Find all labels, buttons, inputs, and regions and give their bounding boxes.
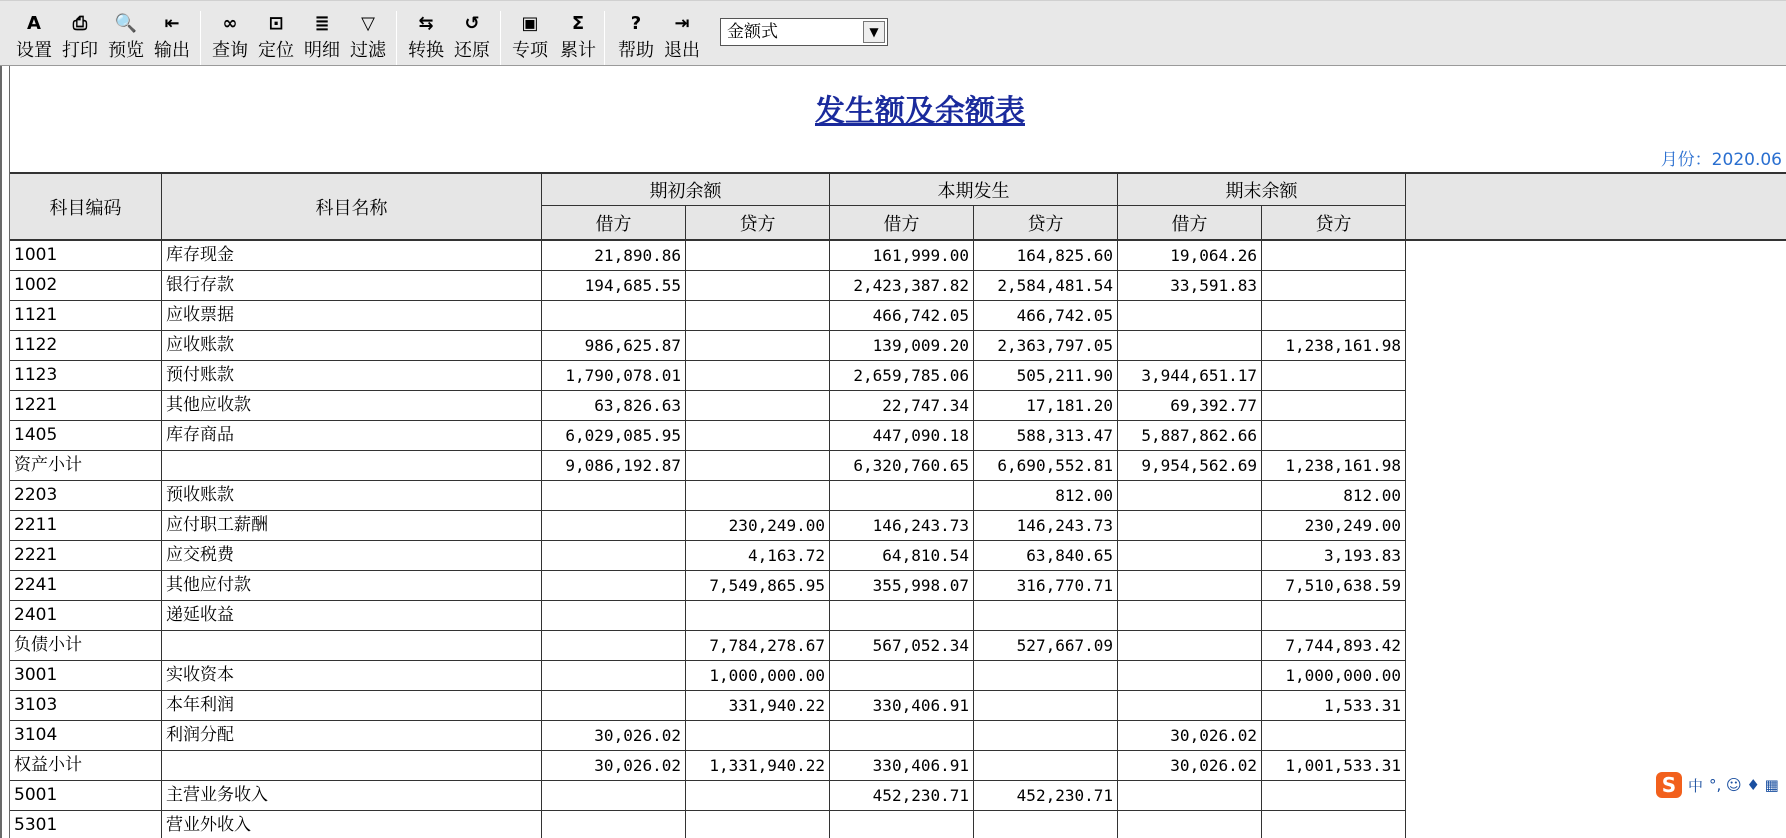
table-row[interactable]: [10, 361, 1406, 391]
toolbar-button-label: 帮助: [618, 40, 654, 61]
cell-current-credit[interactable]: 164,825.60: [974, 241, 1118, 270]
cell-closing-debit[interactable]: [1118, 331, 1262, 360]
cell-code[interactable]: 2211: [10, 511, 162, 540]
header-current: 本期发生: [830, 174, 1118, 205]
toolbar-button[interactable]: [508, 9, 552, 65]
cell-current-credit[interactable]: 466,742.05: [974, 301, 1118, 330]
cell-name[interactable]: 利润分配: [162, 721, 542, 750]
cell-opening-debit[interactable]: 30,026.02: [542, 751, 686, 780]
cell-opening-debit[interactable]: 30,026.02: [542, 721, 686, 750]
cell-opening-debit[interactable]: [542, 781, 686, 810]
cell-current-debit[interactable]: 466,742.05: [830, 301, 974, 330]
toolbar-button-label: 转换: [408, 40, 444, 61]
cell-name[interactable]: 库存现金: [162, 241, 542, 270]
cell-closing-debit[interactable]: [1118, 571, 1262, 600]
cell-closing-credit[interactable]: [1262, 271, 1406, 300]
toolbar-button[interactable]: [404, 9, 448, 65]
toolbar-button-label: 还原: [454, 40, 490, 61]
cell-name[interactable]: [162, 631, 542, 660]
cell-opening-credit[interactable]: [686, 451, 830, 480]
cell-name[interactable]: [162, 451, 542, 480]
table-row[interactable]: [10, 541, 1406, 571]
cell-closing-credit[interactable]: 1,238,161.98: [1262, 331, 1406, 360]
cell-closing-debit[interactable]: [1118, 631, 1262, 660]
cell-closing-debit[interactable]: 3,944,651.17: [1118, 361, 1262, 390]
cell-opening-credit[interactable]: [686, 721, 830, 750]
cell-closing-credit[interactable]: 7,510,638.59: [1262, 571, 1406, 600]
table-row[interactable]: [10, 601, 1406, 631]
cell-current-debit[interactable]: 161,999.00: [830, 241, 974, 270]
filter-icon: ▽: [361, 13, 375, 34]
cell-closing-debit[interactable]: 30,026.02: [1118, 751, 1262, 780]
header-closing-credit: 贷方: [1262, 206, 1406, 239]
toolbar-button[interactable]: [150, 9, 194, 65]
cell-name[interactable]: 递延收益: [162, 601, 542, 630]
toolbar-button-label: 定位: [258, 40, 294, 61]
cell-current-credit[interactable]: [974, 661, 1118, 690]
table-row[interactable]: [10, 721, 1406, 751]
cell-closing-debit[interactable]: [1118, 811, 1262, 838]
toolbar-button[interactable]: [300, 9, 344, 65]
cell-code[interactable]: 2241: [10, 571, 162, 600]
toolbar-button[interactable]: [450, 9, 494, 65]
cell-name[interactable]: 应收票据: [162, 301, 542, 330]
cell-opening-debit[interactable]: [542, 661, 686, 690]
cell-current-debit[interactable]: 2,659,785.06: [830, 361, 974, 390]
report-period: 月份：2020.06: [1660, 150, 1782, 170]
toolbar-button-label: 查询: [212, 40, 248, 61]
header-opening-debit: 借方: [542, 206, 686, 239]
cell-opening-debit[interactable]: [542, 541, 686, 570]
cell-current-credit[interactable]: 452,230.71: [974, 781, 1118, 810]
cell-opening-credit[interactable]: 1,000,000.00: [686, 661, 830, 690]
table-row[interactable]: [10, 571, 1406, 601]
cell-closing-credit[interactable]: 7,744,893.42: [1262, 631, 1406, 660]
cell-current-credit[interactable]: 812.00: [974, 481, 1118, 510]
display-mode-value: 金额式: [727, 22, 778, 42]
toolbar-separator: [604, 11, 605, 65]
table-row[interactable]: [10, 331, 1406, 361]
settings-icon: A: [27, 13, 41, 34]
cell-code[interactable]: 2401: [10, 601, 162, 630]
cell-current-credit[interactable]: 588,313.47: [974, 421, 1118, 450]
cell-current-debit[interactable]: 146,243.73: [830, 511, 974, 540]
cell-name[interactable]: 营业外收入: [162, 811, 542, 838]
cell-opening-credit[interactable]: [686, 361, 830, 390]
cell-code[interactable]: 3001: [10, 661, 162, 690]
cell-current-credit[interactable]: [974, 691, 1118, 720]
cell-opening-debit[interactable]: 63,826.63: [542, 391, 686, 420]
toolbar-button-label: 退出: [664, 40, 700, 61]
printer-icon: ⎙: [72, 13, 88, 34]
cell-opening-credit[interactable]: 4,163.72: [686, 541, 830, 570]
cell-code[interactable]: 资产小计: [10, 451, 162, 480]
cell-opening-credit[interactable]: [686, 781, 830, 810]
table-row[interactable]: [10, 751, 1406, 781]
cell-closing-credit[interactable]: 1,238,161.98: [1262, 451, 1406, 480]
cell-code[interactable]: 5301: [10, 811, 162, 838]
cell-opening-debit[interactable]: [542, 511, 686, 540]
cell-closing-debit[interactable]: 19,064.26: [1118, 241, 1262, 270]
cell-closing-credit[interactable]: 3,193.83: [1262, 541, 1406, 570]
cell-closing-debit[interactable]: 5,887,862.66: [1118, 421, 1262, 450]
table-row[interactable]: [10, 391, 1406, 421]
cell-closing-debit[interactable]: [1118, 541, 1262, 570]
header-opening: 期初余额: [542, 174, 830, 205]
cell-current-credit[interactable]: [974, 811, 1118, 838]
ime-logo-icon[interactable]: S: [1656, 772, 1682, 798]
export-icon: ⇤: [164, 13, 180, 34]
cell-current-debit[interactable]: 452,230.71: [830, 781, 974, 810]
header-current-credit: 贷方: [974, 206, 1118, 239]
cell-opening-debit[interactable]: 6,029,085.95: [542, 421, 686, 450]
toolbar-button-label: 专项: [512, 40, 548, 61]
table-header: [10, 172, 1786, 241]
cell-opening-debit[interactable]: [542, 481, 686, 510]
cell-opening-debit[interactable]: [542, 631, 686, 660]
cell-opening-debit[interactable]: [542, 571, 686, 600]
table-row[interactable]: [10, 661, 1406, 691]
cell-opening-credit[interactable]: 7,549,865.95: [686, 571, 830, 600]
cell-opening-debit[interactable]: 21,890.86: [542, 241, 686, 270]
toolbar-button[interactable]: [614, 9, 658, 65]
toolbar-separator: [500, 11, 501, 65]
cell-opening-credit[interactable]: [686, 331, 830, 360]
cell-current-credit[interactable]: [974, 751, 1118, 780]
cell-current-debit[interactable]: [830, 721, 974, 750]
cell-current-credit[interactable]: [974, 601, 1118, 630]
cell-opening-credit[interactable]: [686, 391, 830, 420]
cell-code[interactable]: 1221: [10, 391, 162, 420]
cell-name[interactable]: 其他应付款: [162, 571, 542, 600]
toolbar-button-label: 设置: [16, 40, 52, 61]
cell-closing-credit[interactable]: 230,249.00: [1262, 511, 1406, 540]
cell-name[interactable]: 库存商品: [162, 421, 542, 450]
cell-closing-debit[interactable]: 30,026.02: [1118, 721, 1262, 750]
cell-opening-credit[interactable]: [686, 811, 830, 838]
cell-name[interactable]: 预付账款: [162, 361, 542, 390]
cell-closing-debit[interactable]: [1118, 481, 1262, 510]
cell-current-credit[interactable]: 146,243.73: [974, 511, 1118, 540]
cell-opening-credit[interactable]: 331,940.22: [686, 691, 830, 720]
cell-current-credit[interactable]: 2,363,797.05: [974, 331, 1118, 360]
cell-closing-debit[interactable]: [1118, 691, 1262, 720]
cell-opening-debit[interactable]: [542, 691, 686, 720]
cell-closing-credit[interactable]: [1262, 781, 1406, 810]
cell-closing-credit[interactable]: [1262, 601, 1406, 630]
cell-opening-credit[interactable]: 1,331,940.22: [686, 751, 830, 780]
table-row[interactable]: [10, 451, 1406, 481]
toolbar-button[interactable]: [346, 9, 390, 65]
cell-opening-debit[interactable]: 194,685.55: [542, 271, 686, 300]
toolbar: [0, 0, 1786, 66]
cell-closing-credit[interactable]: [1262, 361, 1406, 390]
cell-closing-debit[interactable]: 69,392.77: [1118, 391, 1262, 420]
table-row[interactable]: [10, 631, 1406, 661]
cell-name[interactable]: [162, 751, 542, 780]
cell-opening-debit[interactable]: 9,086,192.87: [542, 451, 686, 480]
cell-current-debit[interactable]: 355,998.07: [830, 571, 974, 600]
cell-code[interactable]: 1002: [10, 271, 162, 300]
cell-current-debit[interactable]: 447,090.18: [830, 421, 974, 450]
toolbar-button-label: 预览: [108, 40, 144, 61]
cell-code[interactable]: 1122: [10, 331, 162, 360]
table-row[interactable]: [10, 481, 1406, 511]
header-closing: 期末余额: [1118, 174, 1406, 205]
toolbar-button[interactable]: [254, 9, 298, 65]
header-current-debit: 借方: [830, 206, 974, 239]
table-row[interactable]: [10, 241, 1406, 271]
toolbar-button-label: 明细: [304, 40, 340, 61]
cell-code[interactable]: 2203: [10, 481, 162, 510]
cell-closing-debit[interactable]: [1118, 511, 1262, 540]
cell-closing-debit[interactable]: [1118, 661, 1262, 690]
ime-extra-icons[interactable]: °, ☺ ♦ ▦: [1709, 776, 1779, 794]
cell-current-credit[interactable]: 2,584,481.54: [974, 271, 1118, 300]
cell-current-debit[interactable]: [830, 811, 974, 838]
toolbar-button[interactable]: [208, 9, 252, 65]
cell-opening-debit[interactable]: 1,790,078.01: [542, 361, 686, 390]
header-name: 科目名称: [162, 174, 542, 239]
cell-current-credit[interactable]: 505,211.90: [974, 361, 1118, 390]
sigma-icon: Σ: [571, 13, 585, 34]
binoculars-icon: ∞: [222, 13, 238, 34]
preview-icon: 🔍: [114, 13, 138, 34]
table-row[interactable]: [10, 511, 1406, 541]
cell-current-debit[interactable]: 2,423,387.82: [830, 271, 974, 300]
exit-icon: ⇥: [674, 13, 690, 34]
cell-closing-debit[interactable]: [1118, 601, 1262, 630]
cell-closing-debit[interactable]: [1118, 781, 1262, 810]
cell-closing-credit[interactable]: [1262, 391, 1406, 420]
cell-name[interactable]: 实收资本: [162, 661, 542, 690]
cell-name[interactable]: 其他应收款: [162, 391, 542, 420]
cell-closing-debit[interactable]: 9,954,562.69: [1118, 451, 1262, 480]
cell-name[interactable]: 预收账款: [162, 481, 542, 510]
cell-opening-credit[interactable]: 7,784,278.67: [686, 631, 830, 660]
cell-code[interactable]: 1121: [10, 301, 162, 330]
report-title: 发生额及余额表: [815, 94, 1025, 129]
special-icon: ▣: [521, 13, 539, 34]
cell-name[interactable]: 银行存款: [162, 271, 542, 300]
cell-name[interactable]: 本年利润: [162, 691, 542, 720]
cell-closing-credit[interactable]: 1,001,533.31: [1262, 751, 1406, 780]
cell-current-credit[interactable]: [974, 721, 1118, 750]
restore-icon: ↺: [464, 13, 480, 34]
cell-current-credit[interactable]: 63,840.65: [974, 541, 1118, 570]
table-row[interactable]: [10, 421, 1406, 451]
help-icon: ?: [630, 13, 642, 34]
cell-current-debit[interactable]: 139,009.20: [830, 331, 974, 360]
toolbar-button-label: 过滤: [350, 40, 386, 61]
header-code: 科目编码: [10, 174, 162, 239]
cell-current-debit[interactable]: 22,747.34: [830, 391, 974, 420]
left-frame: [0, 66, 10, 838]
cell-closing-credit[interactable]: 812.00: [1262, 481, 1406, 510]
cell-closing-credit[interactable]: [1262, 811, 1406, 838]
cell-current-debit[interactable]: 6,320,760.65: [830, 451, 974, 480]
cell-name[interactable]: 应付职工薪酬: [162, 511, 542, 540]
cell-current-debit[interactable]: 567,052.34: [830, 631, 974, 660]
display-mode-select[interactable]: [720, 18, 888, 46]
detail-icon: ≣: [314, 13, 330, 34]
locate-icon: ⊡: [268, 13, 284, 34]
cell-name[interactable]: 主营业务收入: [162, 781, 542, 810]
cell-current-credit[interactable]: 6,690,552.81: [974, 451, 1118, 480]
cell-closing-credit[interactable]: [1262, 301, 1406, 330]
cell-opening-credit[interactable]: 230,249.00: [686, 511, 830, 540]
chevron-down-icon[interactable]: ▼: [863, 21, 885, 43]
cell-closing-credit[interactable]: [1262, 421, 1406, 450]
toolbar-button[interactable]: [104, 9, 148, 65]
cell-code[interactable]: 权益小计: [10, 751, 162, 780]
table-row[interactable]: [10, 781, 1406, 811]
cell-current-credit[interactable]: 527,667.09: [974, 631, 1118, 660]
cell-opening-debit[interactable]: [542, 301, 686, 330]
table-row[interactable]: [10, 271, 1406, 301]
cell-code[interactable]: 5001: [10, 781, 162, 810]
cell-closing-credit[interactable]: 1,533.31: [1262, 691, 1406, 720]
cell-code[interactable]: 2221: [10, 541, 162, 570]
cell-code[interactable]: 1001: [10, 241, 162, 270]
cell-code[interactable]: 负债小计: [10, 631, 162, 660]
toolbar-button[interactable]: [556, 9, 600, 65]
convert-icon: ⇆: [418, 13, 434, 34]
ime-toolbar[interactable]: [1656, 770, 1786, 800]
cell-code[interactable]: 3104: [10, 721, 162, 750]
cell-opening-debit[interactable]: [542, 811, 686, 838]
cell-current-credit[interactable]: 17,181.20: [974, 391, 1118, 420]
cell-code[interactable]: 3103: [10, 691, 162, 720]
header-opening-credit: 贷方: [686, 206, 830, 239]
toolbar-button-label: 打印: [62, 40, 98, 61]
cell-closing-debit[interactable]: 33,591.83: [1118, 271, 1262, 300]
toolbar-button[interactable]: [58, 9, 102, 65]
cell-name[interactable]: 应交税费: [162, 541, 542, 570]
cell-code[interactable]: 1123: [10, 361, 162, 390]
toolbar-button-label: 输出: [154, 40, 190, 61]
cell-opening-credit[interactable]: [686, 241, 830, 270]
cell-opening-credit[interactable]: [686, 481, 830, 510]
table-row[interactable]: [10, 691, 1406, 721]
cell-closing-credit[interactable]: [1262, 241, 1406, 270]
toolbar-button-label: 累计: [560, 40, 596, 61]
cell-closing-debit[interactable]: [1118, 301, 1262, 330]
table-row[interactable]: [10, 301, 1406, 331]
cell-closing-credit[interactable]: 1,000,000.00: [1262, 661, 1406, 690]
cell-opening-credit[interactable]: [686, 601, 830, 630]
cell-code[interactable]: 1405: [10, 421, 162, 450]
ime-mode-label[interactable]: 中: [1688, 776, 1704, 795]
table-row[interactable]: [10, 811, 1406, 838]
cell-name[interactable]: 应收账款: [162, 331, 542, 360]
cell-current-debit[interactable]: [830, 481, 974, 510]
toolbar-button[interactable]: [660, 9, 704, 65]
toolbar-separator: [396, 11, 397, 65]
cell-current-debit[interactable]: 330,406.91: [830, 691, 974, 720]
cell-current-debit[interactable]: [830, 661, 974, 690]
cell-opening-debit[interactable]: 986,625.87: [542, 331, 686, 360]
toolbar-separator: [200, 11, 201, 65]
header-closing-debit: 借方: [1118, 206, 1262, 239]
cell-opening-credit[interactable]: [686, 271, 830, 300]
cell-opening-debit[interactable]: [542, 601, 686, 630]
cell-current-credit[interactable]: 316,770.71: [974, 571, 1118, 600]
cell-current-debit[interactable]: [830, 601, 974, 630]
cell-closing-credit[interactable]: [1262, 721, 1406, 750]
cell-opening-credit[interactable]: [686, 421, 830, 450]
cell-current-debit[interactable]: 64,810.54: [830, 541, 974, 570]
toolbar-button[interactable]: [12, 9, 56, 65]
cell-opening-credit[interactable]: [686, 301, 830, 330]
cell-current-debit[interactable]: 330,406.91: [830, 751, 974, 780]
